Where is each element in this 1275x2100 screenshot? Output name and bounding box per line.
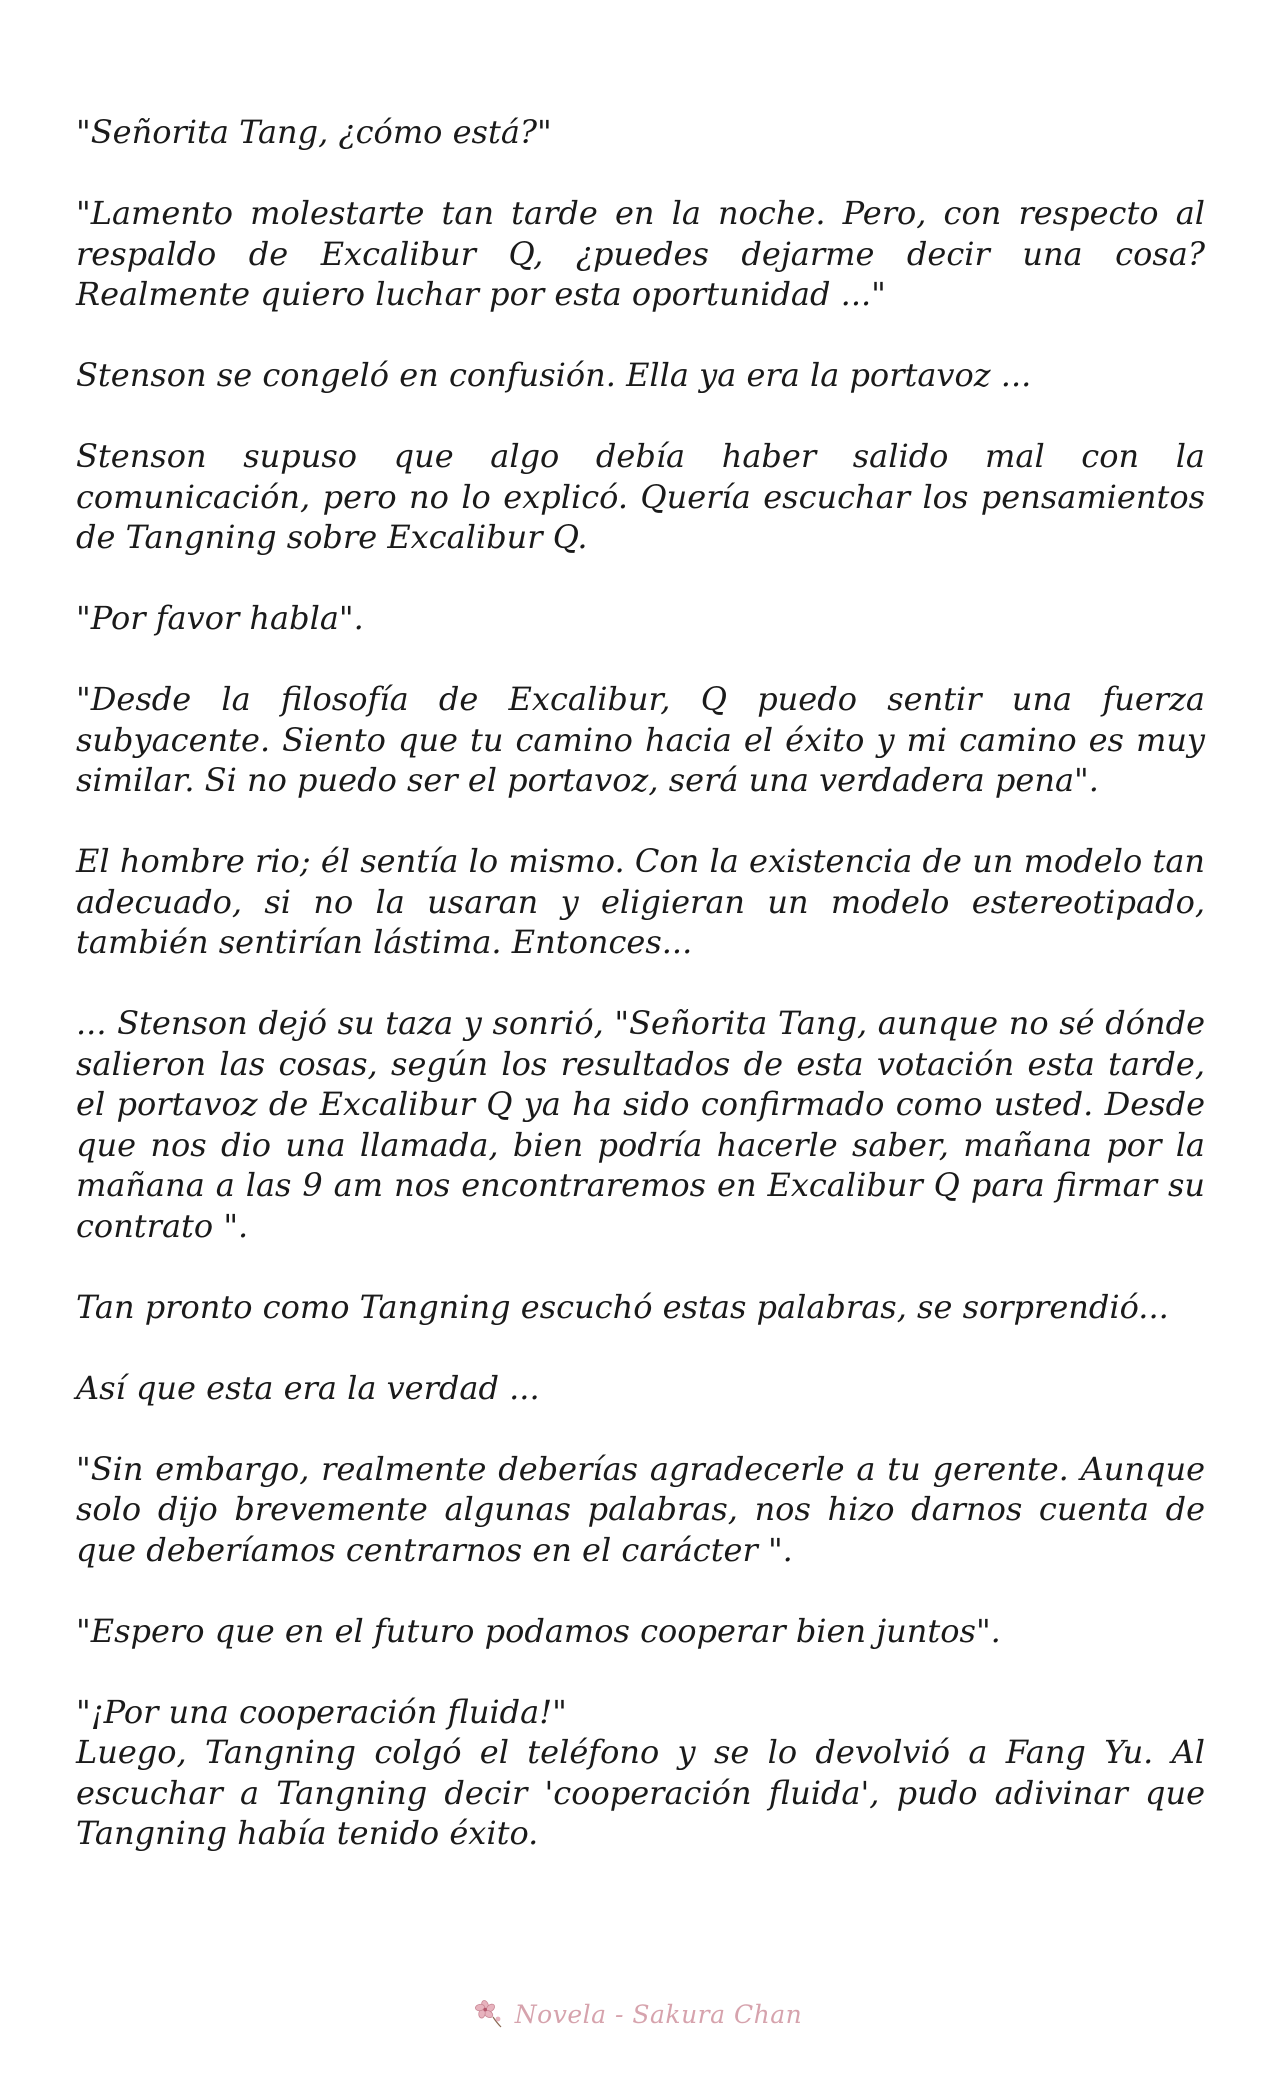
paragraph: ... Stenson dejó su taza y sonrió, "Señorita Tang, aunque no sé dónde salieron las cosas, según los resultados de esta votación esta tarde, el portavoz de Excalibur Q ya ha sido confirmado como usted. Desde que nos dio una llamada, bien podría hacerle saber, mañana por la mañana a las 9 am nos encontraremos en Excalibur Q para firmar su contrato ". xyxy=(76,1004,1205,1245)
paragraph: Así que esta era la verdad ... xyxy=(76,1368,540,1407)
watermark xyxy=(0,1992,1275,2036)
paragraph: El hombre rio; él sentía lo mismo. Con la existencia de un modelo tan adecuado, si no la usaran y eligieran un modelo estereotipado, también sentirían lástima. Entonces... xyxy=(76,842,1205,961)
paragraph: Stenson se congeló en confusión. Ella ya era la portavoz ... xyxy=(76,356,1032,394)
paragraph: Stenson supuso que algo debía haber salido mal con la comunicación, pero no lo explicó. Quería escuchar los pensamientos de Tangning sobre Excalibur Q. xyxy=(76,437,1205,556)
paragraph: "Por favor habla". xyxy=(76,599,364,637)
paragraph: "¡Por una cooperación fluida!" xyxy=(76,1692,567,1731)
paragraph: "Lamento molestarte tan tarde en la noche. Pero, con respecto al respaldo de Excalibur Q, ¿puedes dejarme decir una cosa? Realmente quiero luchar por esta oportunidad ..." xyxy=(76,194,1205,313)
paragraph: "Sin embargo, realmente deberías agradecerle a tu gerente. Aunque solo dijo brevemente algunas palabras, nos hizo darnos cuenta de que deberíamos centrarnos en el carácter ". xyxy=(76,1449,1205,1569)
document-body xyxy=(76,112,1205,1894)
sakura-flower-icon xyxy=(473,1997,507,2031)
watermark-text: Novela - Sakura Chan xyxy=(514,1999,803,2029)
paragraph: Tan pronto como Tangning escuchó estas palabras, se sorprendió... xyxy=(76,1287,1169,1326)
paragraph: "Desde la filosofía de Excalibur, Q puedo sentir una fuerza subyacente. Siento que tu camino hacia el éxito y mi camino es muy similar. Si no puedo ser el portavoz, será una verdadera pena". xyxy=(76,680,1205,799)
paragraph: "Espero que en el futuro podamos cooperar bien juntos". xyxy=(76,1611,1001,1650)
paragraph: Luego, Tangning colgó el teléfono y se lo devolvió a Fang Yu. Al escuchar a Tangning decir 'cooperación fluida', pudo adivinar que Tangning había tenido éxito. xyxy=(76,1733,1205,1852)
paragraph: "Señorita Tang, ¿cómo está?" xyxy=(76,113,552,151)
